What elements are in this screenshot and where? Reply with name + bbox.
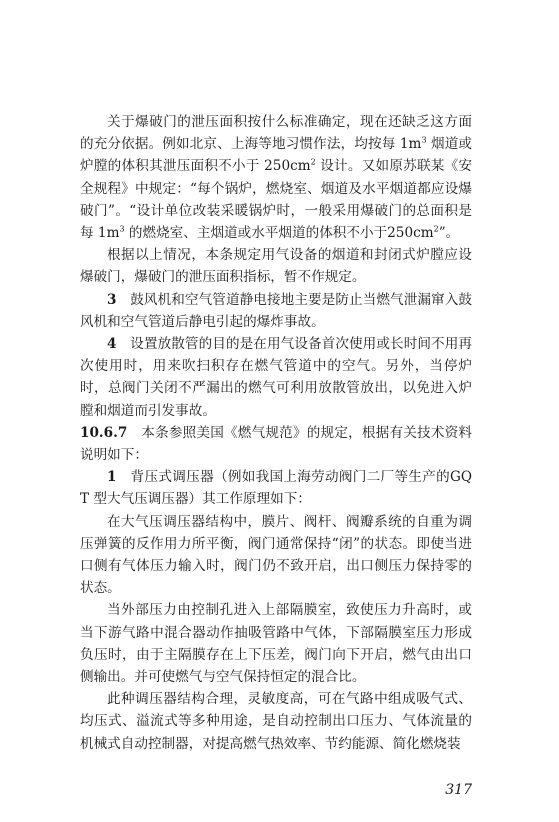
text-run: 的燃烧室、主烟道或水平烟道的体积不小于250cm [124, 225, 434, 242]
paragraph-regulator-advantages: 此种调压器结构合理，灵敏度高，可在气路中组成吸气式、均压式、溢流式等多种用途，是自动控制出口压力、气体流量的机械式自动控制器，对提高燃气热效率、节约能源、简化燃烧装 [80, 691, 472, 752]
item-text: 鼓风机和空气管道静电接地主要是防止当燃气泄漏窜入鼓风机和空气管道后静电引起的爆炸事故。 [80, 291, 472, 330]
item-number: 3 [107, 291, 117, 308]
page-number: 317 [445, 782, 472, 798]
paragraph-conclusion: 根据以上情况，本条规定用气设备的烟道和封闭式炉膛应设爆破门，爆破门的泄压面积指标，暂不作规定。 [80, 247, 472, 286]
item-text: 背压式调压器（例如我国上海劳动阀门二厂等生产的GQT 型大气压调压器）其工作原理如下： [80, 469, 472, 508]
text-run: 设计。又如原苏联某《安全规程》中规定：“每个锅炉，燃烧室、烟道及水平烟道都应设爆破门”。“设计单位改装采暖锅炉时，一般采用爆破门的总面积是每 1m [80, 158, 472, 242]
item-number: 1 [107, 469, 117, 486]
text-run: 烟道或炉膛的体积其泄压面积不小于 250cm [80, 136, 472, 175]
document-body [80, 111, 472, 755]
superscript: 2 [433, 224, 439, 234]
paragraph-section-10-6-7 [80, 422, 472, 466]
text-run: 关于爆破门的泄压面积按什么标准确定，现在还缺乏这方面的充分依据。例如北京、上海等地习惯作法，均按每 1m [80, 114, 472, 153]
paragraph-regulator-operation: 当外部压力由控制孔进入上部隔膜室，致使压力升高时，或当下游气路中混合器动作抽吸管路中气体，下部隔膜室压力形成负压时，由于主隔膜存在上下压差，阀门向下开启，燃气由出口侧输出。并可使燃气与空气保持恒定的混合比。 [80, 602, 472, 686]
paragraph-item-1 [80, 466, 472, 510]
superscript: 3 [119, 224, 125, 234]
paragraph-item-4 [80, 333, 472, 422]
paragraph-regulator-structure: 在大气压调压器结构中，膜片、阀杆、阀瓣系统的自重为调压弹簧的反作用力所平衡，阀门通常保持“闭”的状态。即使当进口侧有气体压力输入时，阀门仍不致开启，出口侧压力保持零的状态。 [80, 513, 472, 597]
superscript: 2 [310, 157, 316, 167]
section-text: 本条参照美国《燃气规范》的规定，根据有关技术资料说明如下： [80, 424, 472, 464]
paragraph-explosion-door-area [80, 111, 472, 244]
superscript: 3 [421, 135, 427, 145]
item-text: 设置放散管的目的是在用气设备首次使用或长时间不用再次使用时，用来吹扫积存在燃气管道中的空气。另外，当停炉时，总阀门关闭不严漏出的燃气可利用放散管放出，以免进入炉膛和烟道而引发事故。 [80, 336, 472, 419]
section-number: 10.6.7 [80, 424, 128, 441]
paragraph-item-3 [80, 289, 472, 333]
item-number: 4 [107, 336, 117, 353]
text-run: ”。 [438, 225, 460, 242]
